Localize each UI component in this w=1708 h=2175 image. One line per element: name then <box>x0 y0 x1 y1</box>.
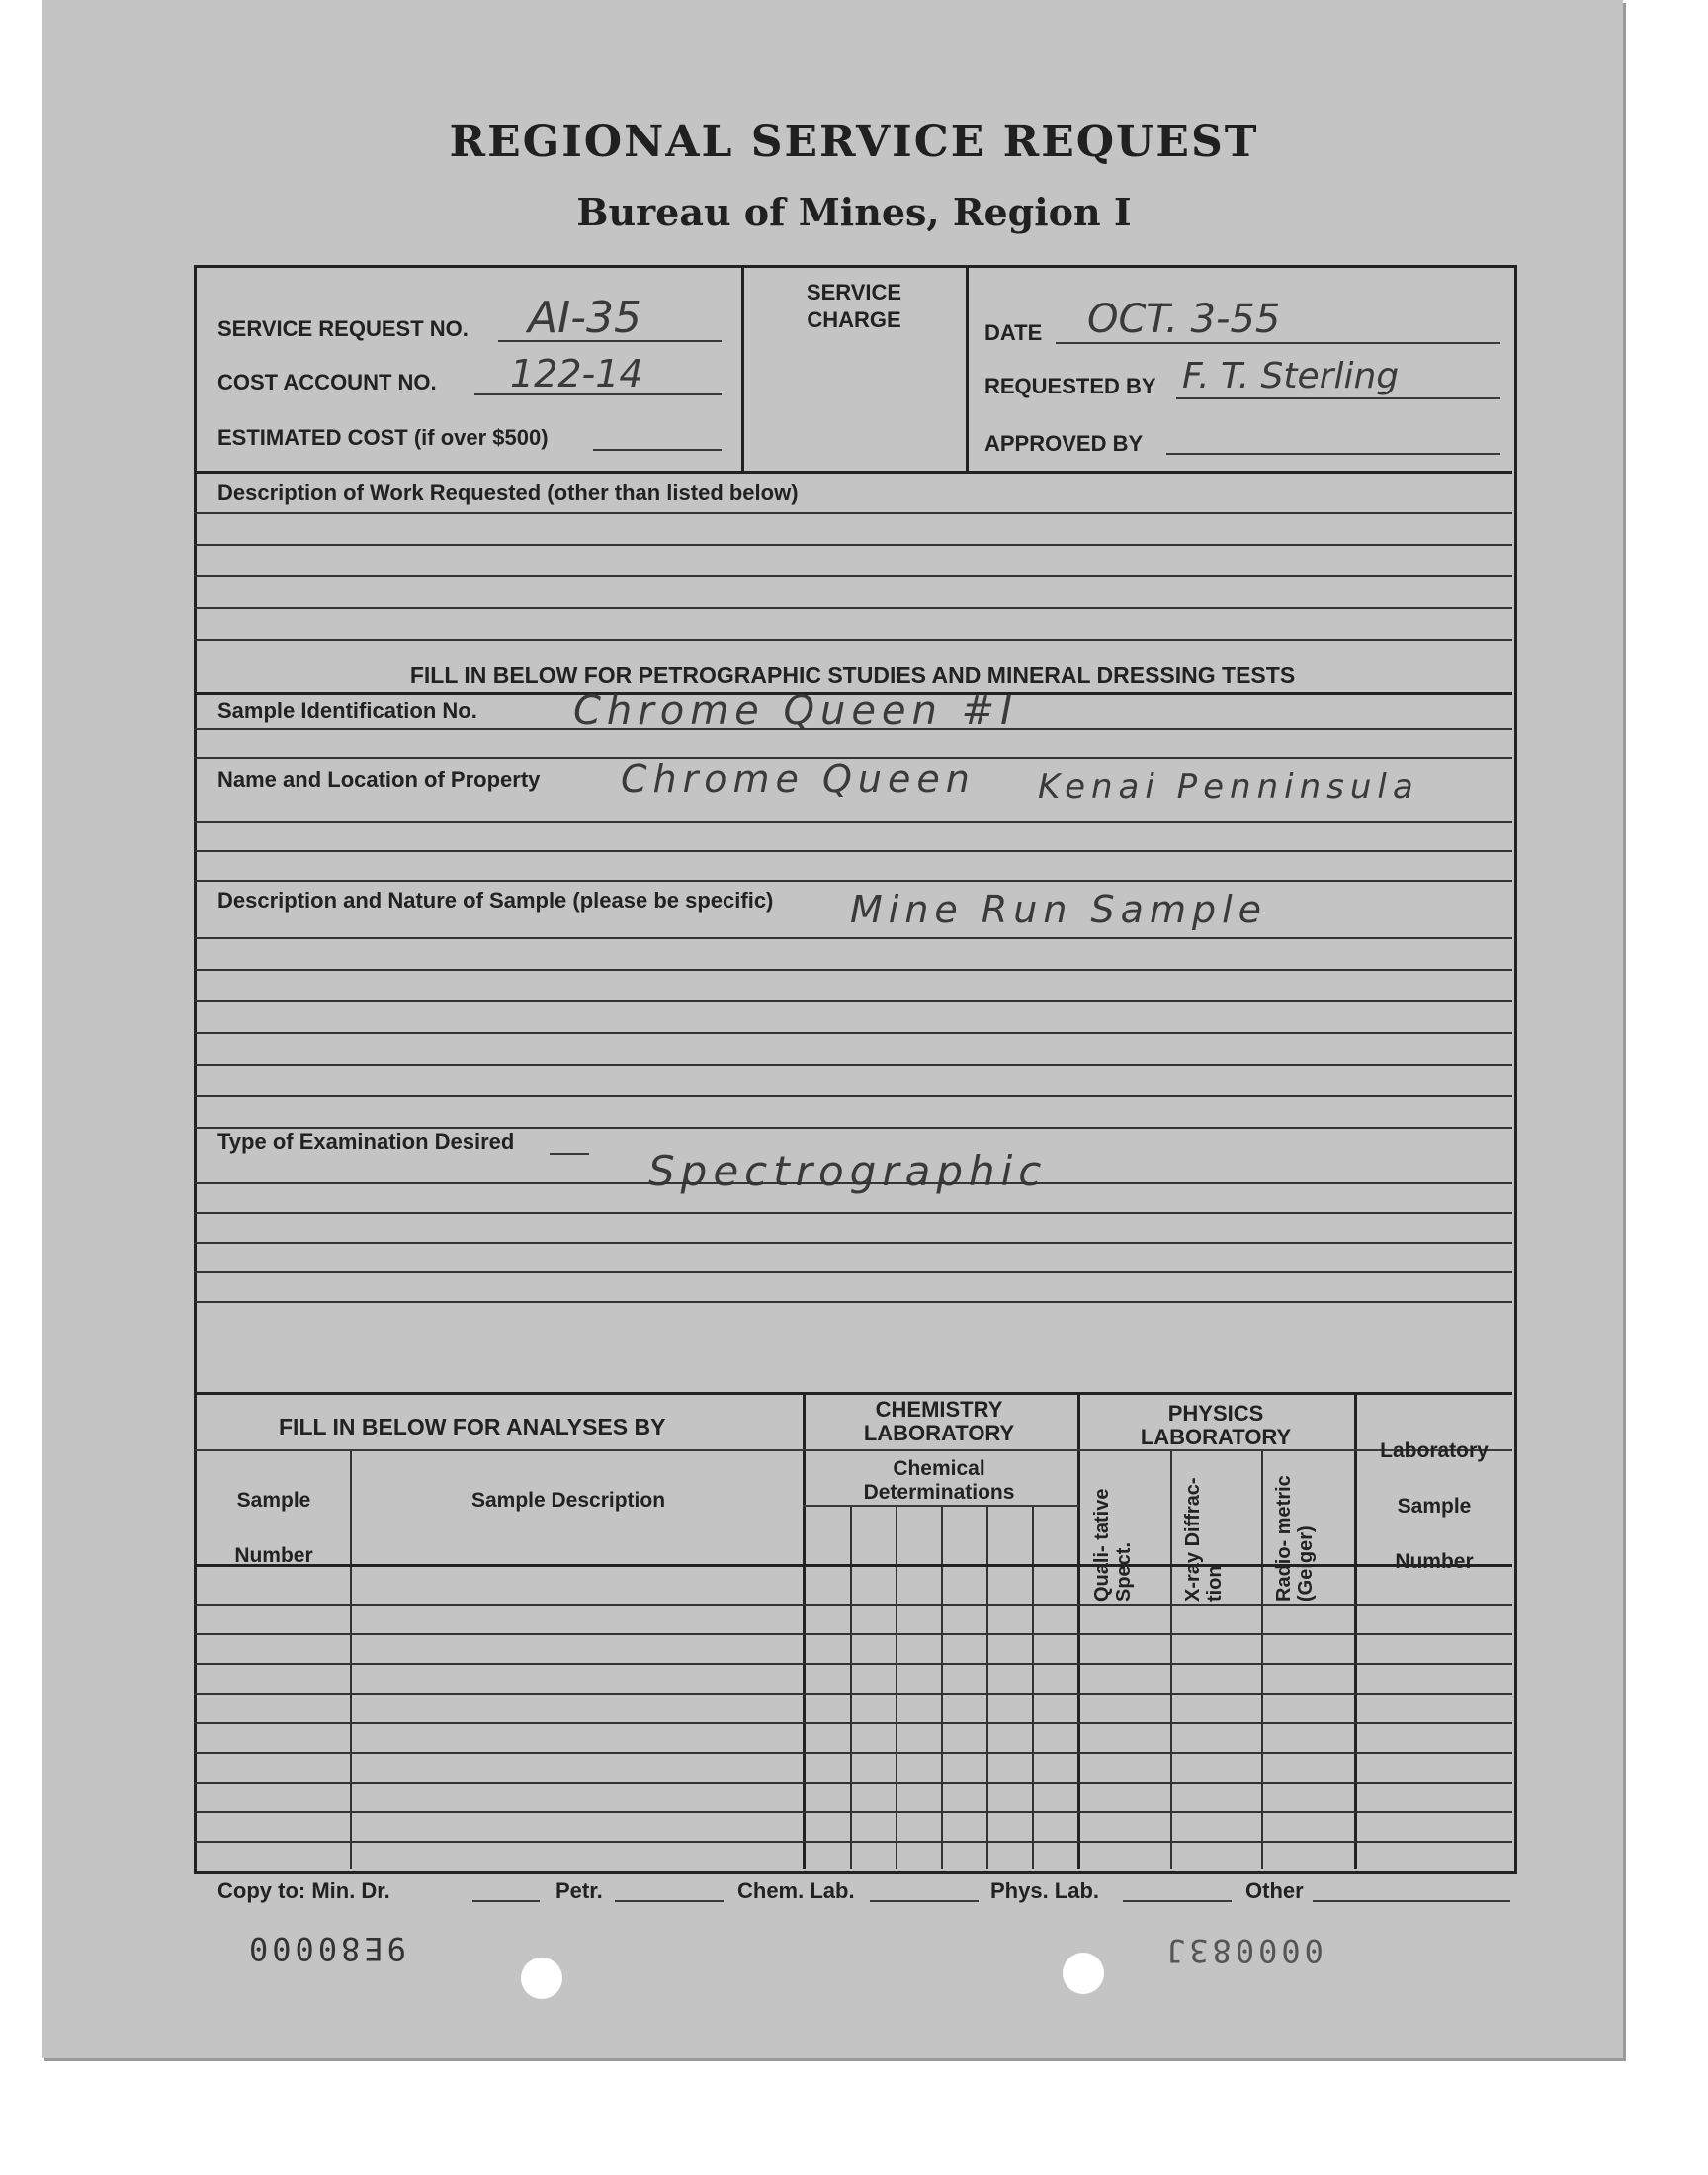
property-value[interactable]: Chrome Queen <box>621 757 976 801</box>
divider <box>741 265 744 471</box>
table-row <box>195 1604 1512 1606</box>
cost-account-label: COST ACCOUNT NO. <box>217 370 437 394</box>
exam-type-value[interactable]: Spectrographic <box>648 1147 1048 1195</box>
form-subtitle: Bureau of Mines, Region I <box>576 190 1132 234</box>
table-row <box>195 1811 1512 1813</box>
table-column-divider <box>941 1505 943 1869</box>
table-column-divider <box>1077 1392 1080 1869</box>
sample-number-label: Sample Number <box>234 1489 313 1567</box>
sample-description-label: Sample Description <box>470 1489 666 1512</box>
service-request-value[interactable]: AI-35 <box>528 293 641 343</box>
estimated-cost-line <box>593 449 722 451</box>
table-column-divider <box>986 1505 988 1869</box>
ruled-line <box>195 937 1512 939</box>
ruled-line <box>195 1242 1512 1244</box>
sample-nature-label: Description and Nature of Sample (please be specific) <box>217 888 774 913</box>
table-column-divider <box>350 1449 352 1869</box>
table-row <box>195 1752 1512 1754</box>
form-title: REGIONAL SERVICE REQUEST <box>449 117 1259 167</box>
copy-to-label: Copy to: Min. Dr. <box>217 1878 390 1903</box>
table-row <box>195 1663 1512 1665</box>
ruled-line <box>195 1095 1512 1097</box>
table-row <box>195 1633 1512 1635</box>
ruled-line <box>195 544 1512 546</box>
service-request-label: SERVICE REQUEST NO. <box>217 316 469 341</box>
table-column-divider <box>1261 1449 1263 1869</box>
table-column-divider <box>1354 1392 1357 1869</box>
ruled-line <box>195 1301 1512 1303</box>
chemistry-lab-label: CHEMISTRY LABORATORY <box>863 1397 1015 1445</box>
stamp-left: 9E80000 <box>245 1930 406 1967</box>
phys-lab-label: Phys. Lab. <box>990 1878 1100 1903</box>
exam-type-line <box>550 1153 589 1155</box>
cost-account-value[interactable]: 122-14 <box>510 352 643 395</box>
table-row <box>195 1782 1512 1784</box>
sample-id-label: Sample Identification No. <box>217 698 477 723</box>
ruled-line <box>195 821 1512 823</box>
exam-type-label: Type of Examination Desired <box>217 1129 515 1154</box>
ruled-line <box>195 1032 1512 1034</box>
physics-column-radiometric: Radio- metric (Geiger) <box>1273 1475 1317 1602</box>
ruled-line <box>195 1064 1512 1066</box>
table-header-line <box>803 1505 1079 1507</box>
requested-by-label: REQUESTED BY <box>984 374 1156 398</box>
ruled-line <box>195 1182 1512 1184</box>
table-column-divider <box>850 1505 852 1869</box>
stamp-right: 000083J <box>1162 1932 1324 1969</box>
divider <box>966 265 969 471</box>
physics-lab-label: PHYSICS LABORATORY <box>1140 1401 1292 1449</box>
date-line <box>1056 342 1500 344</box>
approved-by-line <box>1166 453 1500 455</box>
property-label: Name and Location of Property <box>217 767 541 792</box>
sample-id-value[interactable]: Chrome Queen #I <box>573 688 1018 734</box>
property-location-value[interactable]: Kenai Penninsula <box>1038 767 1419 807</box>
table-row <box>195 1722 1512 1724</box>
table-row <box>195 1693 1512 1695</box>
petrographic-heading: FILL IN BELOW FOR PETROGRAPHIC STUDIES AND MINERAL DRESSING TESTS <box>409 662 1296 688</box>
ruled-line <box>195 880 1512 882</box>
petr-line <box>615 1900 724 1902</box>
requested-by-value[interactable]: F. T. Sterling <box>1182 356 1400 396</box>
table-header-line <box>195 1449 1512 1451</box>
table-row <box>195 1841 1512 1843</box>
table-column-divider <box>1032 1505 1034 1869</box>
chem-lab-line <box>870 1900 979 1902</box>
work-description-label: Description of Work Requested (other than listed below) <box>217 480 799 505</box>
ruled-line <box>195 1271 1512 1273</box>
ruled-line <box>195 639 1512 641</box>
ruled-line <box>195 1000 1512 1002</box>
ruled-line <box>195 728 1512 730</box>
requested-by-line <box>1176 397 1500 399</box>
estimated-cost-label: ESTIMATED COST (if over $500) <box>217 425 549 450</box>
petr-label: Petr. <box>555 1878 603 1903</box>
date-value[interactable]: OCT. 3-55 <box>1087 297 1281 342</box>
ruled-line <box>195 575 1512 577</box>
section-divider <box>195 1392 1512 1395</box>
sample-nature-value[interactable]: Mine Run Sample <box>850 888 1268 931</box>
copy-to-line <box>472 1900 540 1902</box>
date-label: DATE <box>984 320 1043 345</box>
punch-hole <box>521 1958 562 1999</box>
chem-lab-label: Chem. Lab. <box>737 1878 855 1903</box>
table-column-divider <box>896 1505 897 1869</box>
ruled-line <box>195 969 1512 971</box>
table-column-divider <box>1170 1449 1172 1869</box>
analyses-heading: FILL IN BELOW FOR ANALYSES BY <box>279 1414 666 1439</box>
section-divider <box>195 471 1512 474</box>
ruled-line <box>195 512 1512 514</box>
approved-by-label: APPROVED BY <box>984 431 1144 456</box>
chemical-determinations-label: Chemical Determinations <box>863 1457 1015 1504</box>
physics-column-xray: X-ray Diffrac- tion <box>1182 1477 1226 1602</box>
lab-sample-number-label: Laboratory Sample Number <box>1380 1439 1489 1573</box>
ruled-line <box>195 850 1512 852</box>
other-label: Other <box>1245 1878 1304 1903</box>
table-header-line <box>195 1564 1512 1567</box>
punch-hole <box>1063 1953 1104 1994</box>
physics-column-qualitative: Quali- tative Spect. <box>1091 1488 1135 1602</box>
table-column-divider <box>803 1392 806 1869</box>
service-charge-label: SERVICE CHARGE <box>806 280 902 332</box>
other-line <box>1313 1900 1510 1902</box>
phys-lab-line <box>1123 1900 1232 1902</box>
ruled-line <box>195 607 1512 609</box>
ruled-line <box>195 1212 1512 1214</box>
